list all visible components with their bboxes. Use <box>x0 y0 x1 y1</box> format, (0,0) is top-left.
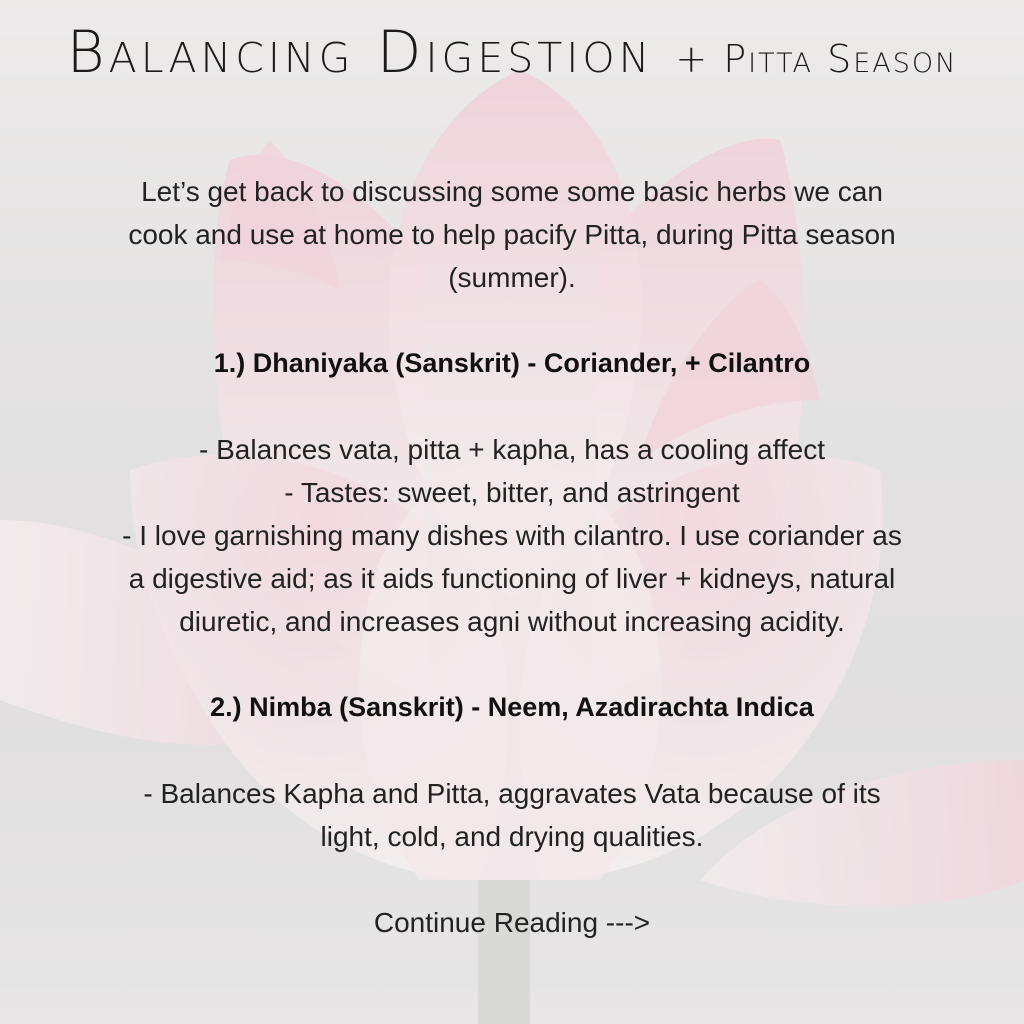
title-sub: + Pitta Season <box>675 37 958 81</box>
continue-reading-link[interactable]: Continue Reading ---> <box>373 907 651 938</box>
section-heading-nimba: 2.) Nimba (Sanskrit) - Neem, Azadirachta Indica <box>210 692 814 722</box>
page-title <box>0 18 1024 86</box>
bullet-point: - I love garnishing many dishes with cilantro. I use coriander as a digestive aid; as it aids functioning of liver + kidneys, natural diuretic, and increases agni without increasing acidity. <box>122 520 902 637</box>
bullet-point: - Balances vata, pitta + kapha, has a cooling affect <box>199 434 825 465</box>
intro-paragraph: Let’s get back to discussing some some basic herbs we can cook and use at home to help pacify Pitta, during Pitta season (summer). <box>128 176 896 293</box>
section-heading-dhaniyaka: 1.) Dhaniyaka (Sanskrit) - Coriander, + Cilantro <box>213 348 811 378</box>
article-body <box>112 170 912 944</box>
bullet-point: - Tastes: sweet, bitter, and astringent <box>284 477 740 508</box>
bullet-point: - Balances Kapha and Pitta, aggravates Vata because of its light, cold, and drying qualities. <box>143 778 881 852</box>
title-main: Balancing Digestion <box>66 18 654 86</box>
